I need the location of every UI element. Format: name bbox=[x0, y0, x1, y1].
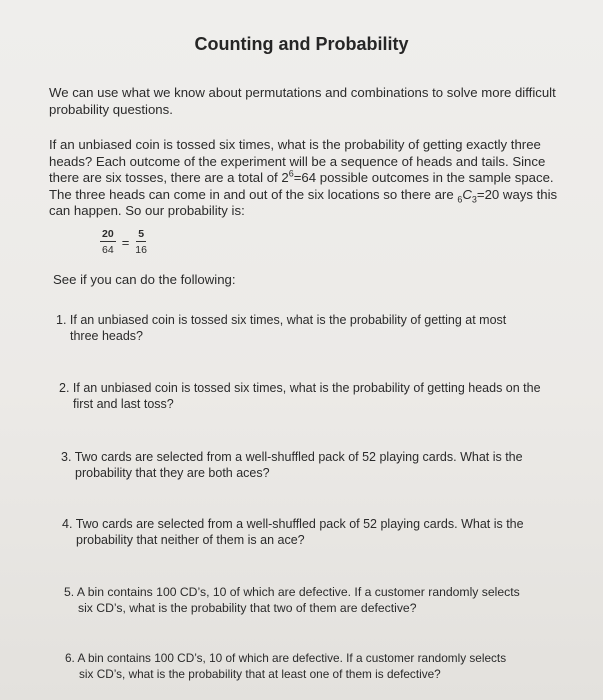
question-text: Two cards are selected from a well-shuffled pack of 52 playing cards. What is the bbox=[74, 450, 523, 464]
example-line-3b: =64 possible outcomes in the sample space. bbox=[293, 170, 554, 185]
question-number: 3. bbox=[61, 450, 72, 464]
example-line-5: can happen. So our probability is: bbox=[49, 203, 245, 218]
question-2 bbox=[59, 380, 579, 412]
numerator: 20 bbox=[102, 228, 114, 240]
example-line-1: If an unbiased coin is tossed six times, what is the probability of getting exactly three bbox=[49, 137, 541, 152]
question-1 bbox=[56, 312, 576, 344]
question-text: If an unbiased coin is tossed six times, what is the probability of getting heads on the bbox=[72, 381, 541, 395]
combination-n: 6 bbox=[457, 194, 463, 205]
example-paragraph bbox=[49, 137, 579, 220]
example-line-2: heads? Each outcome of the experiment will be a sequence of heads and tails. Since bbox=[49, 153, 546, 169]
question-number: 5. bbox=[64, 585, 75, 599]
question-6 bbox=[65, 650, 575, 682]
question-text: Two cards are selected from a well-shuffled pack of 52 playing cards. What is the bbox=[75, 517, 524, 531]
question-text-cont: first and last toss? bbox=[73, 397, 174, 411]
denominator: 16 bbox=[135, 244, 147, 256]
question-text-cont: probability that they are both aces? bbox=[75, 466, 270, 480]
example-line-4b: =20 ways this bbox=[476, 186, 558, 202]
question-4 bbox=[62, 516, 572, 548]
question-text-cont: six CD’s, what is the probability that two of them are defective? bbox=[78, 601, 417, 615]
page-title: Counting and Probability bbox=[194, 34, 409, 54]
question-number: 1. bbox=[56, 313, 67, 327]
numerator: 5 bbox=[138, 228, 145, 240]
combination-k: 3 bbox=[471, 194, 477, 205]
question-text: If an unbiased coin is tossed six times, what is the probability of getting at most bbox=[69, 313, 507, 327]
equals-sign: = bbox=[121, 234, 130, 250]
question-number: 6. bbox=[65, 651, 75, 665]
question-text-cont: six CD’s, what is the probability that at least one of them is defective? bbox=[79, 667, 441, 681]
instructions-text: See if you can do the following: bbox=[53, 272, 236, 287]
question-text-cont: probability that neither of them is an ace? bbox=[76, 533, 305, 547]
exponent: 6 bbox=[288, 168, 294, 179]
question-3 bbox=[61, 449, 571, 481]
question-number: 2. bbox=[59, 381, 70, 395]
combination-symbol: C bbox=[462, 186, 472, 202]
question-number: 4. bbox=[62, 517, 73, 531]
question-text-cont: three heads? bbox=[70, 329, 143, 343]
question-5 bbox=[64, 584, 574, 616]
probability-fraction bbox=[100, 228, 147, 256]
fraction-5-16 bbox=[135, 228, 147, 256]
example-line-3a: there are six tosses, there are a total of 2 bbox=[49, 170, 289, 185]
question-text: A bin contains 100 CD’s, 10 of which are defective. If a customer randomly selects bbox=[77, 651, 507, 665]
question-text: A bin contains 100 CD’s, 10 of which are defective. If a customer randomly selects bbox=[76, 585, 520, 599]
fraction-20-64 bbox=[100, 228, 116, 256]
denominator: 64 bbox=[102, 244, 114, 256]
intro-paragraph: We can use what we know about permutations and combinations to solve more difficult probability questions. bbox=[49, 85, 556, 117]
example-line-4a: The three heads can come in and out of the six locations so there are bbox=[49, 186, 458, 202]
